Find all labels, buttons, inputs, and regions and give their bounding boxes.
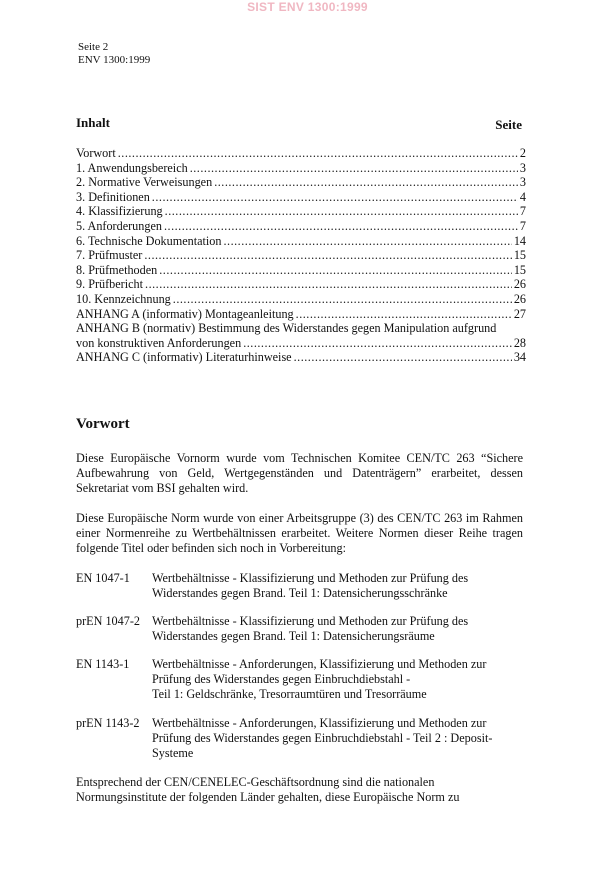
standard-description <box>152 657 523 702</box>
toc-entry-title: 4. Klassifizierung <box>76 204 163 219</box>
toc-entry-title: 9. Prüfbericht <box>76 277 144 292</box>
toc-leader <box>152 190 518 205</box>
toc-leader <box>159 263 512 278</box>
toc-entry[interactable] <box>76 263 526 278</box>
paragraph-line: Entsprechend der CEN/CENELEC-Geschäftsordnung sind die nationalen <box>76 775 435 789</box>
standard-code: prEN 1143-2 <box>76 716 140 730</box>
toc-leader <box>144 248 511 263</box>
toc-entry[interactable] <box>76 161 526 176</box>
toc-entry-page: 26 <box>513 277 526 292</box>
toc-leader <box>165 204 518 219</box>
toc-entry-page: 28 <box>513 335 526 350</box>
foreword-paragraph-1: Diese Europäische Vornorm wurde vom Technischen Komitee CEN/TC 263 “Sichere Aufbewahrung von Geld, Wertgegenständen und Datenträgern” erarbeitet, dessen Sekretariat vom BSI gehalten wird. <box>76 451 523 495</box>
foreword-paragraph-3 <box>76 775 523 805</box>
toc-entry-page: 3 <box>519 160 526 175</box>
standard-code: EN 1047-1 <box>76 571 130 585</box>
toc-entry-title: 6. Technische Dokumentation <box>76 233 222 248</box>
toc-leader <box>223 234 511 249</box>
toc-entry-page: 3 <box>519 175 526 190</box>
toc-entry-title: 1. Anwendungsbereich <box>76 160 188 175</box>
standard-line: Widerstandes gegen Brand. Teil 1: Datensicherungsschränke <box>152 586 448 600</box>
standard-line: Prüfung des Widerstandes gegen Einbruchdiebstahl - <box>152 672 411 686</box>
foreword-paragraph-2: Diese Europäische Norm wurde von einer Arbeitsgruppe (3) des CEN/TC 263 im Rahmen einer Normenreihe zu Wertbehältnissen erarbeitet. Weitere Normen dieser Reihe tragen folgende Titel oder befinden sich noch in Vorbereitung: <box>76 511 523 555</box>
standard-entry <box>76 571 523 601</box>
toc-entry-title: 8. Prüfmethoden <box>76 262 158 277</box>
toc-entry[interactable] <box>76 350 526 365</box>
standard-line: Prüfung des Widerstandes gegen Einbruchdiebstahl - Teil 2 : Deposit- <box>152 731 493 745</box>
standard-description <box>152 614 523 644</box>
toc-heading <box>76 115 522 131</box>
toc-entry-title: 2. Normative Verweisungen <box>76 175 213 190</box>
toc-entry[interactable] <box>76 277 526 292</box>
toc-leader <box>243 336 512 351</box>
standard-entry <box>76 614 523 644</box>
toc-entry[interactable] <box>76 248 526 263</box>
toc-entry[interactable] <box>76 307 526 322</box>
toc-entry-page: 2 <box>519 146 526 160</box>
toc-entry-page: 34 <box>513 350 526 365</box>
toc-leader <box>173 292 512 307</box>
toc-entry-page: 7 <box>519 204 526 219</box>
standard-line: Wertbehältnisse - Klassifizierung und Methoden zur Prüfung des <box>152 571 469 585</box>
standard-line: Wertbehältnisse - Klassifizierung und Methoden zur Prüfung des <box>152 614 469 628</box>
toc-entry-title: 5. Anforderungen <box>76 218 162 233</box>
toc-leader <box>164 219 518 234</box>
toc-entry-title: 10. Kennzeichnung <box>76 291 171 306</box>
toc-entry[interactable] <box>76 234 526 249</box>
document-id: ENV 1300:1999 <box>78 54 151 66</box>
toc-entry[interactable] <box>76 219 526 234</box>
toc-entry[interactable] <box>76 175 526 190</box>
toc-entry-page: 26 <box>513 291 526 306</box>
toc-entry-title: ANHANG C (informativ) Literaturhinweise <box>76 350 292 365</box>
paragraph-line: Normungsinstitute der folgenden Länder gehalten, diese Europäische Norm zu <box>76 790 460 804</box>
standard-line: Teil 1: Geldschränke, Tresorraumtüren und Tresorräume <box>152 687 427 701</box>
toc-entry-title: 3. Definitionen <box>76 189 150 204</box>
toc-leader <box>118 146 518 161</box>
standard-description <box>152 571 523 601</box>
toc-entry[interactable] <box>76 292 526 307</box>
toc-leader <box>296 307 512 322</box>
toc-entry[interactable] <box>76 336 526 351</box>
standard-line: Widerstandes gegen Brand. Teil 1: Datensicherungsräume <box>152 629 435 643</box>
standard-line: Wertbehältnisse - Anforderungen, Klassifizierung und Methoden zur <box>152 657 487 671</box>
toc-entry-page: 7 <box>519 218 526 233</box>
toc-page-label: Seite <box>495 117 522 132</box>
standard-entry <box>76 657 523 702</box>
standard-entry <box>76 716 523 761</box>
standard-code: EN 1143-1 <box>76 657 130 671</box>
toc-entry-title-line[interactable]: ANHANG B (normativ) Bestimmung des Widerstandes gegen Manipulation aufgrund <box>76 321 497 336</box>
toc-entry[interactable] <box>76 190 526 205</box>
toc-entry[interactable] <box>76 146 526 161</box>
toc-title: Inhalt <box>76 115 110 130</box>
watermark: SIST ENV 1300:1999 <box>247 0 368 14</box>
toc-entry-page: 14 <box>513 233 526 248</box>
toc-leader <box>190 161 518 176</box>
table-of-contents <box>76 146 526 365</box>
toc-entry-page: 15 <box>513 262 526 277</box>
standard-description <box>152 716 523 761</box>
toc-entry-page: 15 <box>513 248 526 263</box>
toc-leader <box>214 175 518 190</box>
toc-entry-page: 4 <box>519 189 526 204</box>
standard-line: Systeme <box>152 746 194 760</box>
toc-entry-page: 27 <box>513 306 526 321</box>
foreword-title: Vorwort <box>76 416 130 432</box>
standard-line: Wertbehältnisse - Anforderungen, Klassifizierung und Methoden zur <box>152 716 487 730</box>
toc-entry[interactable] <box>76 204 526 219</box>
toc-entry-title: ANHANG A (informativ) Montageanleitung <box>76 306 294 321</box>
toc-leader <box>294 350 512 365</box>
standard-code: prEN 1047-2 <box>76 614 140 628</box>
page-header <box>78 41 150 67</box>
page-number: Seite 2 <box>78 41 109 53</box>
toc-leader <box>145 277 512 292</box>
toc-entry-title: 7. Prüfmuster <box>76 248 143 263</box>
toc-entry-title: von konstruktiven Anforderungen <box>76 335 242 350</box>
toc-entry-title: Vorwort <box>76 146 116 160</box>
